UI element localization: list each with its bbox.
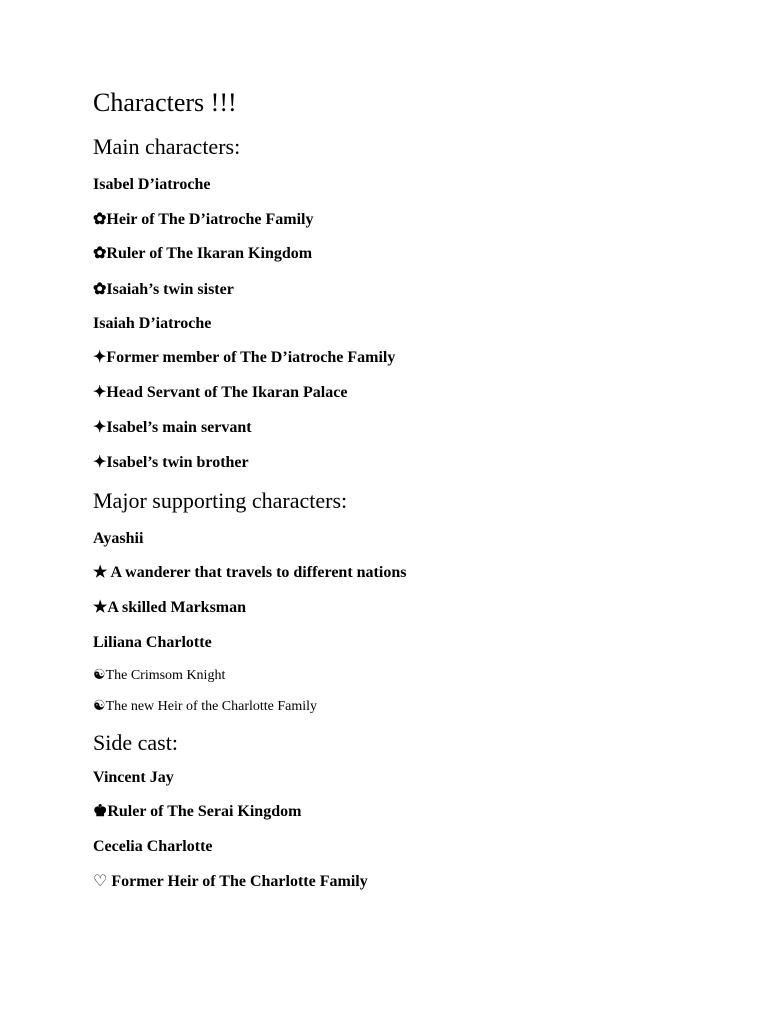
trait-text: Heir of The D’iatroche Family xyxy=(106,211,314,228)
trait-text: The Crimsom Knight xyxy=(105,668,226,683)
character-trait xyxy=(93,420,252,436)
trait-text: A skilled Marksman xyxy=(107,599,247,616)
character-trait xyxy=(93,282,234,298)
trait-text: Isaiah’s twin sister xyxy=(106,281,234,298)
trait-text: A wanderer that travels to different nations xyxy=(107,564,407,581)
trait-text: Former member of The D’iatroche Family xyxy=(106,349,396,366)
trait-text: Head Servant of The Ikaran Palace xyxy=(106,384,348,401)
character-trait xyxy=(93,212,313,228)
character-trait xyxy=(93,455,249,471)
flower-bullet-icon: ✿ xyxy=(93,245,107,262)
trait-text: The new Heir of the Charlotte Family xyxy=(105,699,318,714)
character-name-cecelia: Cecelia Charlotte xyxy=(93,838,213,855)
four-point-star-bullet-icon: ✦ xyxy=(93,349,107,366)
character-trait xyxy=(93,246,312,262)
four-point-star-bullet-icon: ✦ xyxy=(93,419,107,436)
four-point-star-bullet-icon: ✦ xyxy=(93,454,107,471)
character-name-ayashii: Ayashii xyxy=(93,530,144,547)
character-trait xyxy=(93,669,225,683)
character-name-isaiah: Isaiah D’iatroche xyxy=(93,315,212,332)
character-trait xyxy=(93,565,406,581)
section-heading-side-cast: Side cast: xyxy=(93,730,178,755)
character-name-vincent: Vincent Jay xyxy=(93,769,174,786)
four-point-star-bullet-icon: ✦ xyxy=(93,384,107,401)
star-bullet-icon: ★ xyxy=(93,564,108,581)
document-title: Characters !!! xyxy=(93,88,237,117)
character-trait xyxy=(93,804,301,820)
yin-yang-bullet-icon: ☯ xyxy=(93,699,106,714)
trait-text: Isabel’s twin brother xyxy=(106,454,249,471)
flower-bullet-icon: ✿ xyxy=(93,211,107,228)
heart-bullet-icon: ♡ xyxy=(93,873,108,890)
character-name-isabel: Isabel D’iatroche xyxy=(93,176,211,193)
crown-bullet-icon: ♚ xyxy=(93,803,108,820)
flower-bullet-icon: ✿ xyxy=(93,281,107,298)
trait-text: Ruler of The Serai Kingdom xyxy=(107,803,302,820)
character-trait xyxy=(93,600,246,616)
character-trait xyxy=(93,385,347,401)
section-heading-main-characters: Main characters: xyxy=(93,134,241,159)
yin-yang-bullet-icon: ☯ xyxy=(93,668,106,683)
trait-text: Former Heir of The Charlotte Family xyxy=(107,873,368,890)
trait-text: Isabel’s main servant xyxy=(106,419,252,436)
character-trait xyxy=(93,350,395,366)
section-heading-major-supporting: Major supporting characters: xyxy=(93,488,348,513)
trait-text: Ruler of The Ikaran Kingdom xyxy=(106,245,313,262)
star-bullet-icon: ★ xyxy=(93,599,108,616)
character-trait xyxy=(93,874,368,890)
character-trait xyxy=(93,700,317,714)
character-name-liliana: Liliana Charlotte xyxy=(93,634,212,651)
